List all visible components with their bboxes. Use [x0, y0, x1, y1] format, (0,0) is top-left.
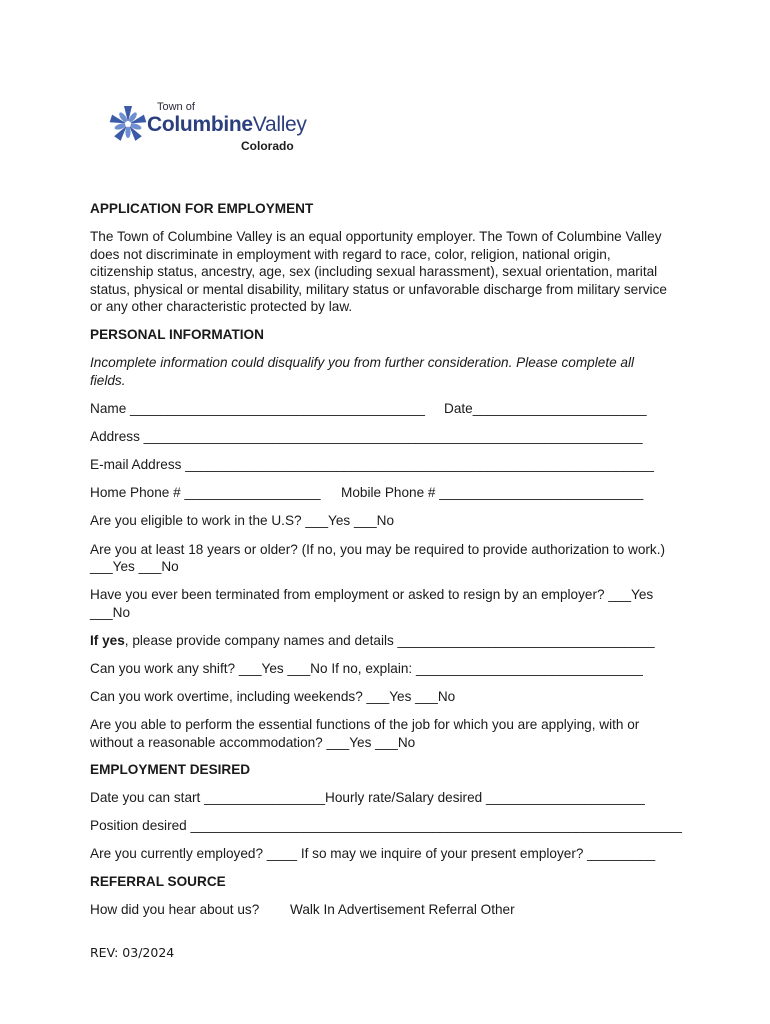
address-field[interactable]: Address __________________________________________________________________ — [90, 429, 643, 444]
terminated-answer[interactable]: ___No — [90, 605, 131, 620]
personal-note: Incomplete information could disqualify you from further consideration. Please complete all — [90, 355, 635, 370]
home-phone-field[interactable]: Home Phone # __________________ — [90, 485, 321, 500]
section-heading-employment: EMPLOYMENT DESIRED — [90, 762, 251, 777]
revision-label: REV: 03/2024 — [90, 945, 175, 960]
age-answer[interactable]: ___Yes ___No — [90, 559, 179, 574]
start-date-salary-field[interactable]: Date you can start ________________Hourly rate/Salary desired _____________________ — [90, 790, 645, 805]
intro-line: citizenship status, ancestry, age, sex (including sexual harassment), sexual orientation, marital — [90, 264, 658, 279]
intro-line: status, physical or mental disability, military status or unfavorable discharge from military service — [90, 282, 667, 297]
page-title: APPLICATION FOR EMPLOYMENT — [90, 201, 314, 216]
logo-town-of: Town of — [157, 101, 195, 113]
currently-employed-question[interactable]: Are you currently employed? ____ If so may we inquire of your present employer? _________ — [90, 846, 656, 861]
logo-columbine: Columbine — [147, 113, 253, 136]
logo-colorado: Colorado — [241, 139, 294, 153]
if-yes-details-field[interactable] — [90, 632, 655, 650]
logo-valley: Valley — [252, 113, 307, 136]
section-heading-referral: REFERRAL SOURCE — [90, 874, 226, 889]
overtime-question[interactable]: Can you work overtime, including weekends? ___Yes ___No — [90, 689, 456, 704]
email-field[interactable]: E-mail Address ______________________________________________________________ — [90, 457, 654, 472]
if-yes-label: If yes — [90, 633, 125, 648]
essential-answer[interactable]: without a reasonable accommodation? ___Yes ___No — [90, 735, 416, 750]
age-question: Are you at least 18 years or older? (If no, you may be required to provide authorization to work.) — [90, 542, 666, 557]
mobile-phone-field[interactable]: Mobile Phone # ___________________________ — [341, 485, 644, 500]
terminated-question[interactable]: Have you ever been terminated from employment or asked to resign by an employer? ___Yes — [90, 587, 654, 602]
columbine-flower-icon — [108, 104, 148, 144]
eligible-question[interactable]: Are you eligible to work in the U.S? ___Yes ___No — [90, 513, 395, 528]
section-heading-personal: PERSONAL INFORMATION — [90, 327, 264, 342]
town-logo — [108, 100, 338, 156]
name-field[interactable]: Name _______________________________________ — [90, 401, 425, 416]
intro-line: The Town of Columbine Valley is an equal opportunity employer. The Town of Columbine Valley — [90, 229, 662, 244]
if-yes-details-text: , please provide company names and details __________________________________ — [124, 633, 655, 648]
logo-name — [147, 113, 307, 137]
referral-options[interactable]: Walk In Advertisement Referral Other — [290, 902, 515, 917]
intro-line: does not discriminate in employment with regard to race, color, religion, national origin, — [90, 247, 611, 262]
position-desired-field[interactable]: Position desired _________________________________________________________________ — [90, 818, 682, 833]
referral-question: How did you hear about us? — [90, 902, 260, 917]
essential-question: Are you able to perform the essential functions of the job for which you are applying, with or — [90, 717, 640, 732]
date-field[interactable]: Date_______________________ — [444, 401, 647, 416]
intro-line: or any other characteristic protected by law. — [90, 299, 353, 314]
shift-question[interactable]: Can you work any shift? ___Yes ___No If no, explain: ______________________________ — [90, 661, 643, 676]
personal-note: fields. — [90, 373, 126, 388]
